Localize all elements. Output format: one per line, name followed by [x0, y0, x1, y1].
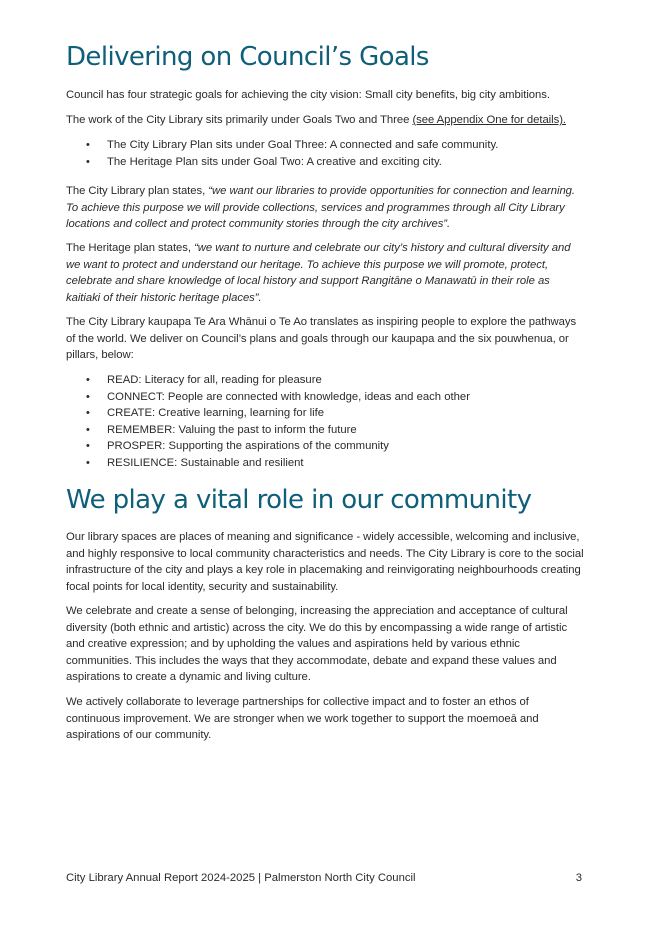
text: The work of the City Library sits primarily under Goals Two and Three [66, 114, 413, 126]
paragraph-heritage-plan [66, 240, 571, 306]
text: The City Library plan states, [66, 185, 209, 197]
page-footer [66, 872, 582, 884]
list-item: • CONNECT: People are connected with knowledge, ideas and each other [66, 389, 586, 406]
list-item: • READ: Literacy for all, reading for pleasure [66, 372, 586, 389]
paragraph-library-plan [66, 183, 586, 233]
pillars-list [66, 372, 586, 471]
paragraph-belonging: We celebrate and create a sense of belonging, increasing the appreciation and acceptance of cultural diversity (both ethnic and artistic) across the city. We do this by encompassing a wide range of artistic and creative expression; and by upholding the values and aspirations held by various ethnic communities. This includes the ways that they accommodate, debate and expand these values and aspirations to create a dynamic and living culture. [66, 605, 568, 683]
paragraph-kaupapa: The City Library kaupapa Te Ara Whānui o Te Ao translates as inspiring people to explore the pathways of the world. We deliver on Council’s plans and goals through our kaupapa and the six pouwhenua, or pillars, below: [66, 316, 577, 361]
text: The Heritage plan states, [66, 242, 195, 254]
section-heading-goals: Delivering on Council’s Goals [66, 42, 429, 72]
list-item: • The Heritage Plan sits under Goal Two: A creative and exciting city. [66, 154, 586, 171]
quote: “we want our libraries to provide opportunities for connection and learning. To achieve this purpose we will provide collections, services and programmes through all City Library locations and collect and protect community stories through the city archives”. [66, 185, 575, 230]
plan-list [66, 137, 586, 170]
appendix-link[interactable]: (see Appendix One for details). [412, 114, 566, 126]
list-item: • RESILIENCE: Sustainable and resilient [66, 455, 586, 472]
paragraph-goals-work [66, 112, 586, 129]
page-number: 3 [575, 872, 582, 884]
paragraph-goals-intro: Council has four strategic goals for achieving the city vision: Small city benefits, big city ambitions. [66, 89, 550, 101]
list-item: • The City Library Plan sits under Goal Three: A connected and safe community. [66, 137, 586, 154]
footer-text: City Library Annual Report 2024-2025 | Palmerston North City Council [66, 872, 416, 884]
list-item: • PROSPER: Supporting the aspirations of the community [66, 438, 586, 455]
section-heading-community: We play a vital role in our community [66, 485, 532, 515]
list-item: • REMEMBER: Valuing the past to inform the future [66, 422, 586, 439]
list-item: • CREATE: Creative learning, learning for life [66, 405, 586, 422]
paragraph-library-spaces: Our library spaces are places of meaning and significance - widely accessible, welcoming and inclusive, and highly responsive to local community characteristics and needs. The City Library is core to the social infrastructure of the city and plays a key role in placemaking and reinvigorating neighbourhoods creating focal points for local identity, security and sustainability. [66, 531, 584, 593]
paragraph-collaborate: We actively collaborate to leverage partnerships for collective impact and to foster an ethos of continuous improvement. We are stronger when we work together to support the moemoeā and aspirations of our community. [66, 696, 539, 741]
quote: “we want to nurture and celebrate our city’s history and cultural diversity and we want to protect and understand our heritage. To achieve this purpose we will promote, protect, celebrate and share knowledge of local history and support Rangitāne o Manawatū in their role as kaitiaki of their historic heritage places”. [66, 242, 571, 304]
